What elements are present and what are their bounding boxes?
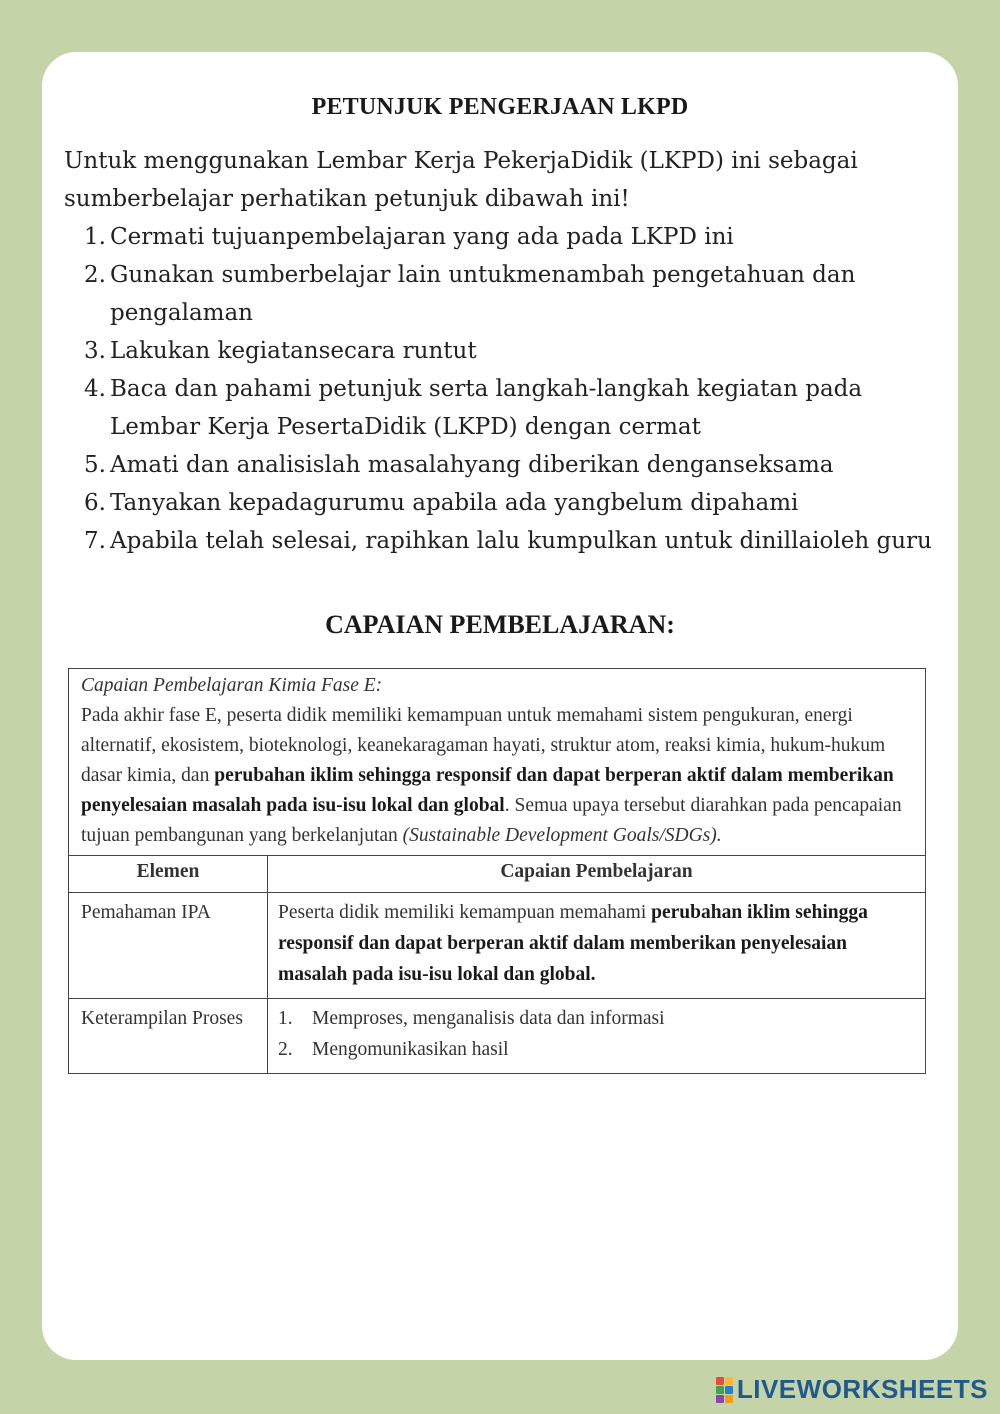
elemen-cell: Pemahaman IPA: [69, 893, 268, 999]
skill-list: [278, 1003, 915, 1065]
list-number: 2.: [278, 1039, 293, 1060]
elemen-cell: Keterampilan Proses: [69, 999, 268, 1074]
table-row: [69, 893, 926, 999]
logo-square: [716, 1377, 724, 1385]
table-row: [69, 669, 926, 856]
list-text: Mengomunikasikan hasil: [312, 1039, 509, 1060]
list-text: Memproses, menganalisis data dan informasi: [312, 1008, 665, 1029]
list-text: Apabila telah selesai, rapihkan lalu kumpulkan untuk dinillaioleh guru: [110, 528, 932, 554]
list-item: [64, 218, 944, 256]
capaian-cell: [268, 893, 926, 999]
desc-text: Pada akhir fase E, peserta didik memiliki kemampuan untuk memahami sistem pengukuran, energi alternatif, ekosistem, bioteknologi, keanekaragaman hayati, struktur atom, reaksi kimia, hukum-hukum dasar kimia, dan: [81, 705, 886, 786]
list-item: [278, 1034, 915, 1065]
capaian-cell: [268, 999, 926, 1074]
page-title: PETUNJUK PENGERJAAN LKPD: [311, 94, 689, 120]
list-number: 5.: [84, 452, 106, 478]
list-text: Amati dan analisislah masalahyang diberikan denganseksama: [110, 452, 834, 478]
list-text: Gunakan sumberbelajar lain untukmenambah pengetahuan dan pengalaman: [110, 262, 856, 326]
list-number: 6.: [84, 490, 106, 516]
list-item: [64, 446, 944, 484]
list-text: Tanyakan kepadagurumu apabila ada yangbelum dipahami: [110, 490, 799, 516]
list-item: [64, 370, 944, 446]
column-header-capaian: Capaian Pembelajaran: [268, 856, 926, 893]
capaian-table: [68, 668, 926, 1074]
list-text: Baca dan pahami petunjuk serta langkah-langkah kegiatan pada Lembar Kerja PesertaDidik (LKPD) dengan cermat: [110, 376, 863, 440]
list-item: [64, 522, 944, 560]
capaian-description: [69, 669, 926, 856]
logo-square: [725, 1377, 733, 1385]
desc-text-2: . Semua upaya tersebut diarahkan pada pencapaian tujuan pembangunan yang berkelanjutan: [81, 795, 902, 846]
instruction-list: [64, 218, 944, 560]
logo-square: [725, 1386, 733, 1394]
list-number: 1.: [84, 224, 106, 250]
logo-square: [716, 1386, 724, 1394]
list-number: 4.: [84, 376, 106, 402]
desc-bold-text: perubahan iklim sehingga responsif dan dapat berperan aktif dalam memberikan penyelesaian masalah pada isu-isu lokal dan global: [81, 765, 894, 816]
capaian-lead: Capaian Pembelajaran Kimia Fase E:: [81, 675, 383, 696]
capaian-cell-text: Peserta didik memiliki kemampuan memahami: [278, 902, 652, 923]
list-item: [64, 256, 944, 332]
list-item: [64, 484, 944, 522]
list-number: 7.: [84, 528, 106, 554]
list-text: Cermati tujuanpembelajaran yang ada pada LKPD ini: [110, 224, 734, 250]
intro-paragraph: Untuk menggunakan Lembar Kerja PekerjaDidik (LKPD) ini sebagai sumberbelajar perhatikan petunjuk dibawah ini!: [64, 148, 858, 212]
desc-italic-text: (Sustainable Development Goals/SDGs).: [402, 825, 722, 846]
list-number: 1.: [278, 1008, 293, 1029]
list-number: 3.: [84, 338, 106, 364]
table-header-row: [69, 856, 926, 893]
list-item: [278, 1003, 915, 1034]
table-row: [69, 999, 926, 1074]
list-text: Lakukan kegiatansecara runtut: [110, 338, 477, 364]
liveworksheets-brand[interactable]: [716, 1374, 988, 1405]
logo-square: [716, 1395, 724, 1403]
list-number: 2.: [84, 262, 106, 288]
capaian-cell-bold-text: perubahan iklim sehingga responsif dan dapat berperan aktif dalam memberikan penyelesaian masalah pada isu-isu lokal dan global.: [278, 902, 868, 985]
capaian-heading: CAPAIAN PEMBELAJARAN:: [325, 610, 675, 639]
column-header-elemen: Elemen: [69, 856, 268, 893]
list-item: [64, 332, 944, 370]
logo-square: [725, 1395, 733, 1403]
brand-name: LIVEWORKSHEETS: [736, 1374, 988, 1404]
liveworksheets-logo-icon: [716, 1377, 733, 1403]
